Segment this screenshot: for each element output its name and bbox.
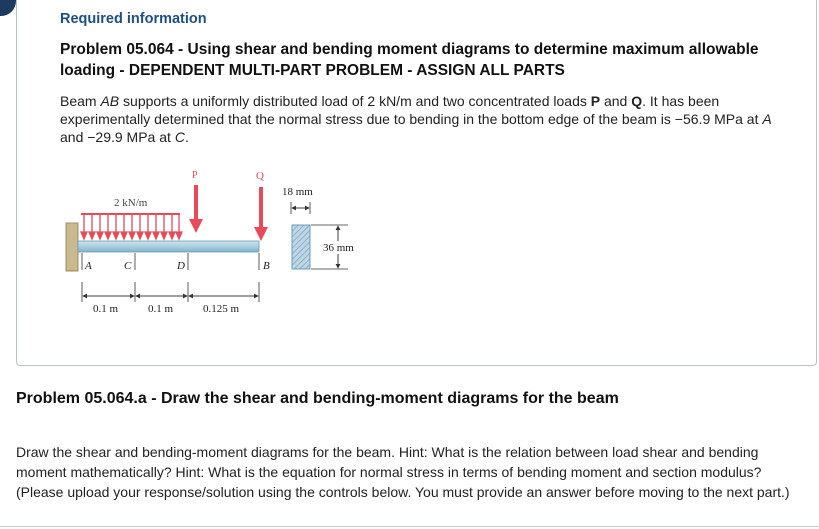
desc-text: supports a uniformly distributed load of 2 kN/m and two concentrated loads bbox=[119, 93, 591, 109]
section-width-label: 18 mm bbox=[282, 186, 313, 198]
load-q-label: Q bbox=[256, 170, 264, 182]
dimension-3-label: 0.125 m bbox=[203, 303, 240, 315]
desc-text: Beam bbox=[60, 93, 101, 109]
required-information-heading: Required information bbox=[60, 11, 207, 27]
desc-point-c: C bbox=[174, 129, 185, 145]
part-a-title: Problem 05.064.a - Draw the shear and bending-moment diagrams for the beam bbox=[16, 390, 619, 407]
desc-text: and bbox=[600, 93, 632, 109]
desc-load-p: P bbox=[590, 93, 601, 109]
cross-section bbox=[282, 186, 363, 269]
load-p-label: P bbox=[192, 170, 198, 181]
section-height-label: 36 mm bbox=[323, 242, 354, 254]
load-p-arrow bbox=[189, 170, 203, 233]
desc-text: . It has been experimentally determined that the normal stress due to bending in the bottom edge of the beam is −56.9 MPa at bbox=[60, 93, 763, 127]
distributed-load-label: 2 kN/m bbox=[114, 197, 148, 209]
part-a-instructions: Draw the shear and bending-moment diagrams for the beam. Hint: What is the relation between load shear and bending moment mathematically? Hint: What is the equation for normal stress in terms of bending moment and section modulus? (Please upload your response/solution using the controls below. You must provide an answer before moving to the next part.) bbox=[16, 444, 790, 500]
point-a-label: A bbox=[85, 260, 92, 272]
desc-load-q: Q bbox=[631, 93, 643, 109]
desc-text: . bbox=[184, 129, 189, 145]
point-b-label: B bbox=[263, 260, 270, 272]
problem-title: Problem 05.064 - Using shear and bending moment diagrams to determine maximum allowable loading - DEPENDENT MULTI-PART PROBLEM - ASSIGN ALL PARTS bbox=[60, 41, 759, 79]
dimension-2-label: 0.1 m bbox=[148, 303, 174, 315]
desc-point-a: A bbox=[762, 111, 772, 127]
dimension-lines bbox=[82, 282, 259, 302]
section-rectangle bbox=[292, 225, 310, 269]
load-q-arrow bbox=[254, 170, 268, 241]
point-d-label: D bbox=[177, 260, 185, 272]
step-indicator-icon bbox=[0, 0, 16, 16]
wall-support bbox=[66, 223, 78, 271]
problem-description bbox=[60, 92, 795, 146]
dimension-1-label: 0.1 m bbox=[93, 303, 119, 315]
point-c-label: C bbox=[124, 260, 132, 272]
distributed-load bbox=[81, 197, 182, 239]
desc-text: and −29.9 MPa at bbox=[60, 129, 175, 145]
desc-beam-ab: AB bbox=[100, 93, 120, 109]
beam bbox=[78, 241, 259, 252]
divider bbox=[0, 526, 819, 527]
beam-figure bbox=[58, 165, 378, 330]
